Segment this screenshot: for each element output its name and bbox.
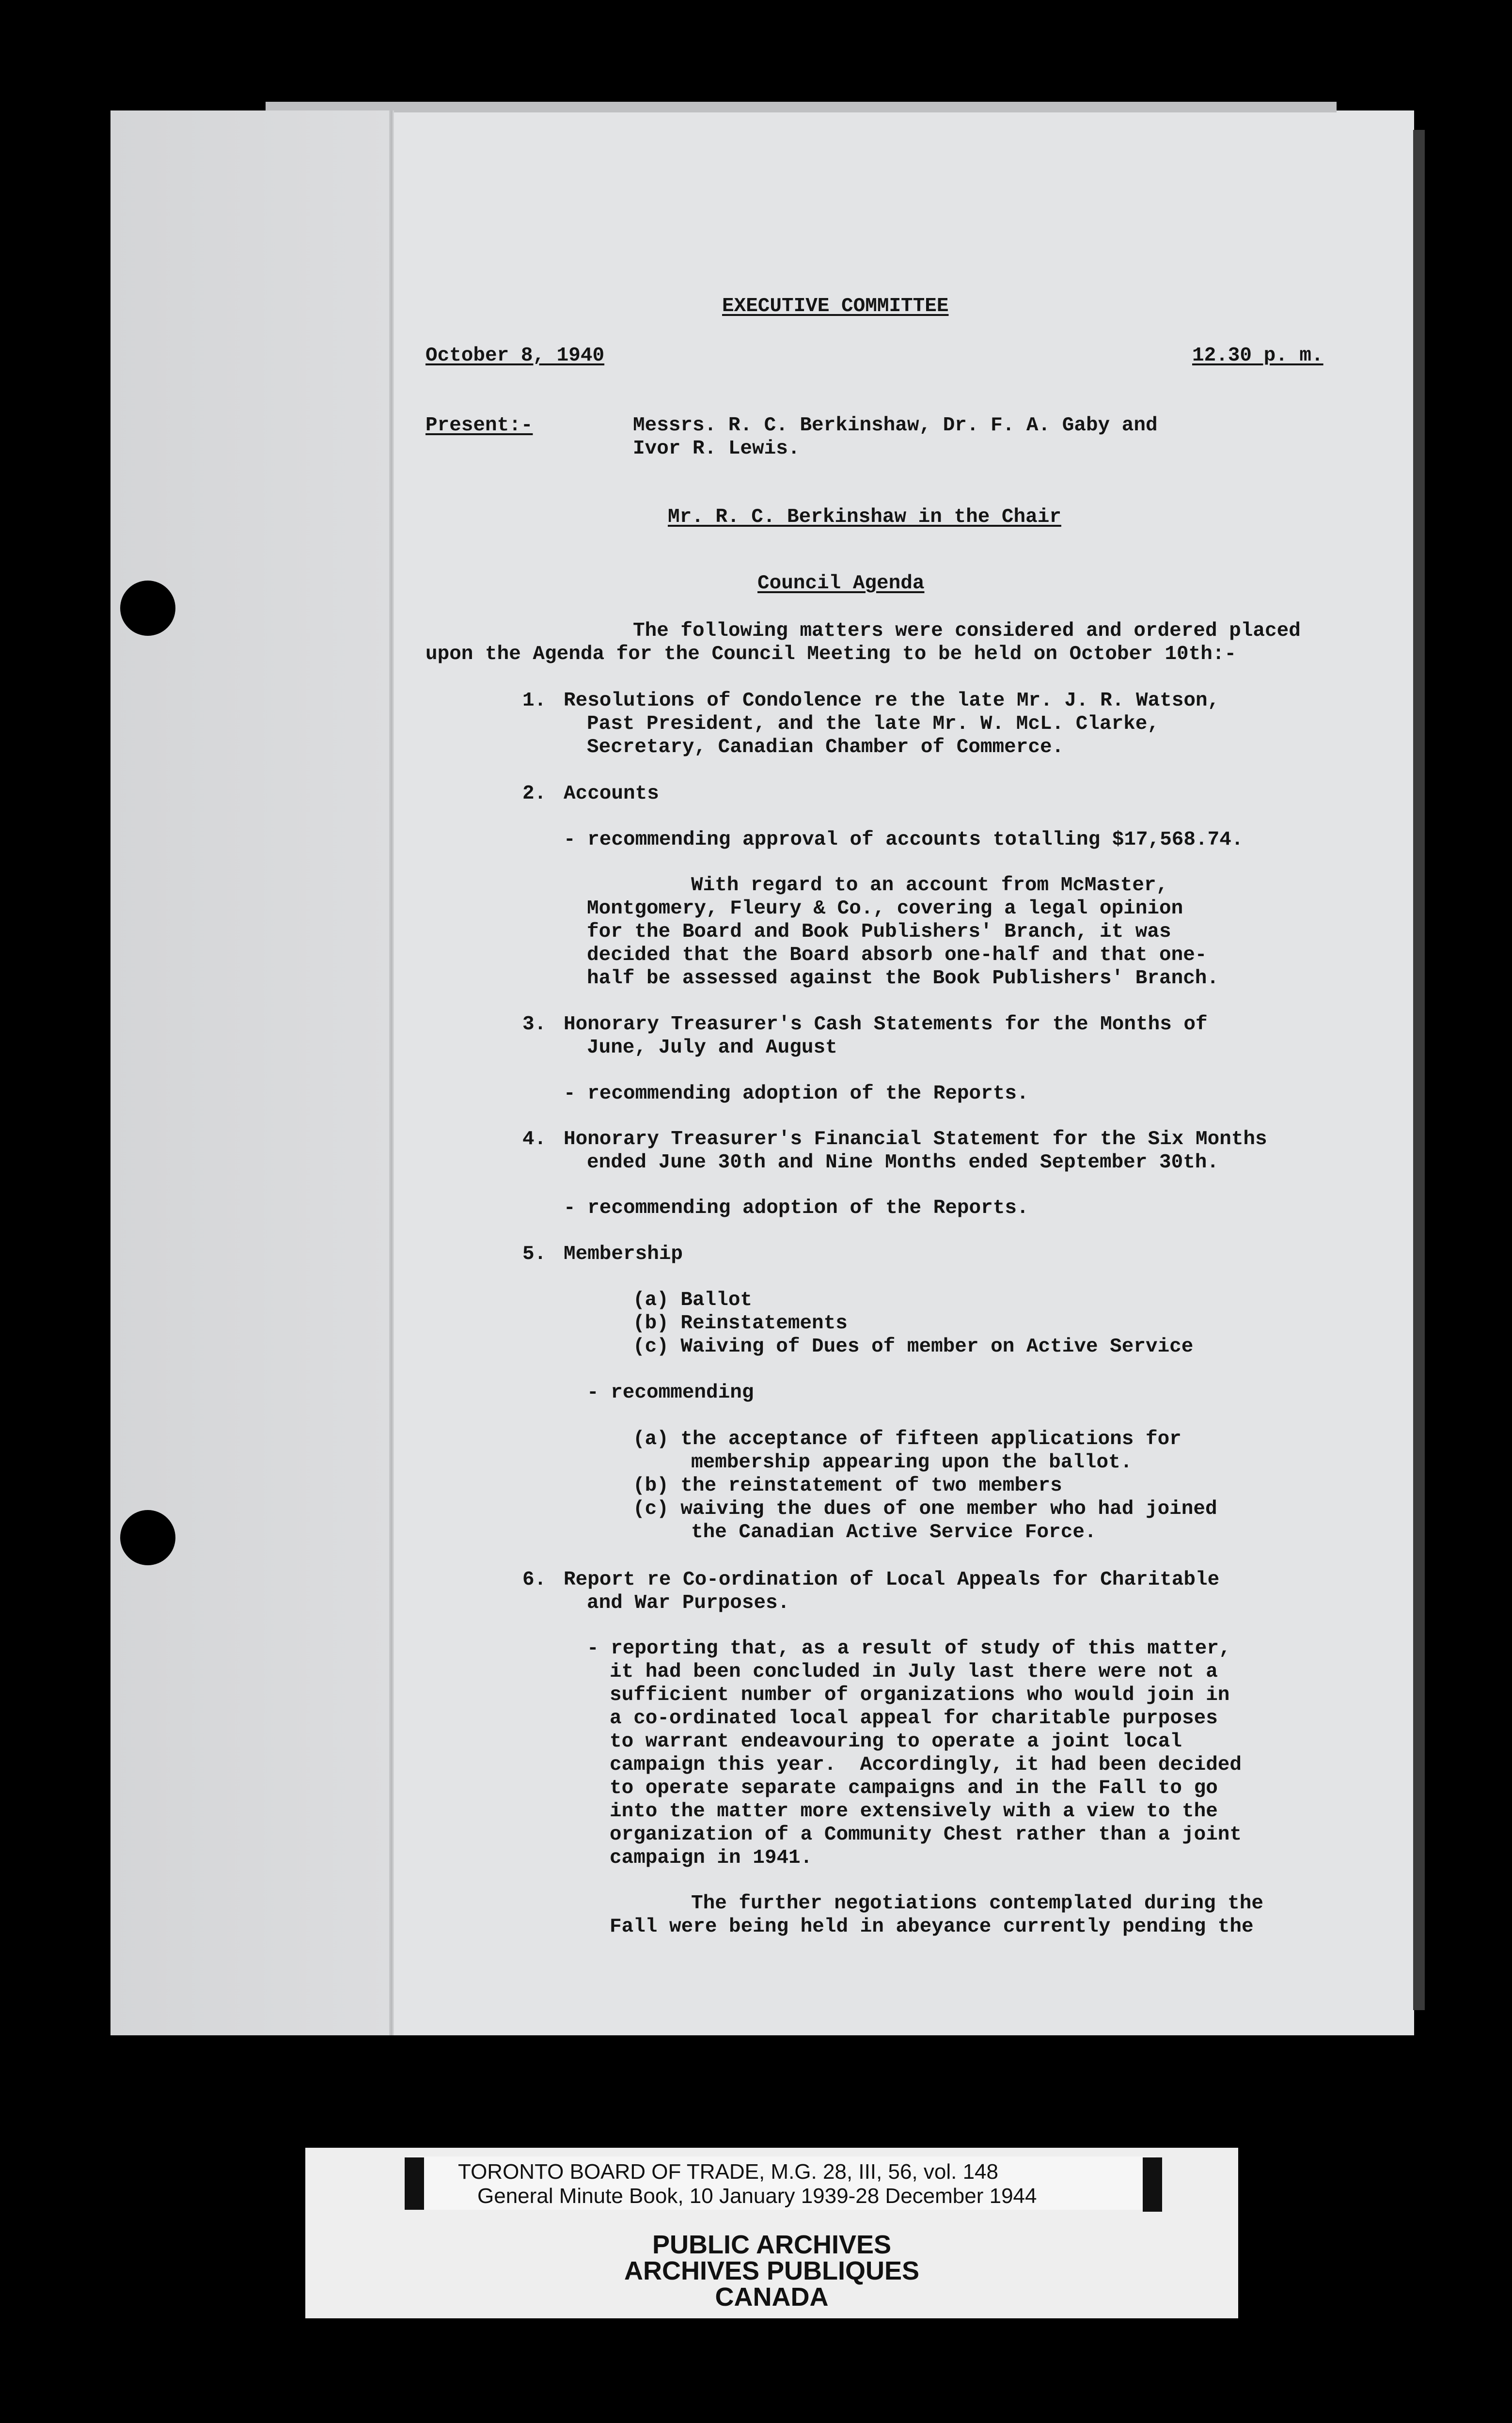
sub-item: the Canadian Active Service Force. (691, 1521, 1097, 1543)
item-paragraph: for the Board and Book Publishers' Branch, it was (587, 921, 1171, 943)
meeting-date: October 8, 1940 (425, 345, 605, 367)
archive-label (305, 2148, 1238, 2318)
sub-item: (c) waiving the dues of one member who had joined (633, 1498, 1217, 1520)
sub-item: (c) Waiving of Dues of member on Active Service (633, 1336, 1194, 1358)
present-label: Present:- (425, 414, 533, 437)
page-fold-line (389, 110, 394, 2035)
item-number: 3. (522, 1013, 547, 1036)
archive-reference: TORONTO BOARD OF TRADE, M.G. 28, III, 56, vol. 148 (458, 2160, 998, 2184)
report-paragraph: The further negotiations contemplated during the (691, 1892, 1263, 1915)
page-right-edge (1413, 130, 1425, 2010)
intro-paragraph: The following matters were considered and ordered placed (633, 620, 1301, 642)
item-text: Secretary, Canadian Chamber of Commerce. (587, 736, 1064, 758)
recommendation: - recommending (587, 1382, 754, 1404)
item-paragraph: With regard to an account from McMaster, (691, 874, 1168, 897)
recommendation: - recommending approval of accounts totalling $17,568.74. (564, 829, 1244, 851)
document-heading: EXECUTIVE COMMITTEE (722, 295, 949, 317)
item-paragraph: half be assessed against the Book Publishers' Branch. (587, 967, 1219, 990)
item-text: Honorary Treasurer's Cash Statements for the Months of (564, 1013, 1208, 1036)
report-paragraph: organization of a Community Chest rather than a joint (610, 1824, 1242, 1846)
item-text: Past President, and the late Mr. W. McL. Clarke, (587, 713, 1159, 735)
sub-item: membership appearing upon the ballot. (691, 1451, 1133, 1474)
archive-name: PUBLIC ARCHIVES (652, 2230, 892, 2259)
report-paragraph: - reporting that, as a result of study of this matter, (587, 1637, 1231, 1660)
item-text: June, July and August (587, 1037, 837, 1059)
archive-reference: General Minute Book, 10 January 1939-28 December 1944 (477, 2184, 1037, 2208)
item-number: 2. (522, 783, 547, 805)
label-tab (1143, 2157, 1162, 2212)
sub-item: (a) the acceptance of fifteen applications for (633, 1428, 1181, 1450)
item-paragraph: decided that the Board absorb one-half and that one- (587, 944, 1207, 966)
report-paragraph: to warrant endeavouring to operate a joint local (610, 1731, 1182, 1753)
archive-name: ARCHIVES PUBLIQUES (624, 2256, 920, 2285)
report-paragraph: to operate separate campaigns and in the Fall to go (610, 1777, 1218, 1799)
report-paragraph: campaign this year. Accordingly, it had been decided (610, 1754, 1242, 1776)
chair-line: Mr. R. C. Berkinshaw in the Chair (668, 506, 1061, 528)
item-title: Accounts (564, 783, 659, 805)
sub-item: (b) the reinstatement of two members (633, 1475, 1062, 1497)
report-paragraph: Fall were being held in abeyance currently pending the (610, 1916, 1254, 1938)
item-paragraph: Montgomery, Fleury & Co., covering a legal opinion (587, 897, 1183, 920)
page-top-edge (266, 102, 1337, 112)
present-names: Ivor R. Lewis. (633, 438, 800, 460)
sub-item: (b) Reinstatements (633, 1312, 848, 1335)
item-text: ended June 30th and Nine Months ended September 30th. (587, 1151, 1219, 1174)
report-paragraph: a co-ordinated local appeal for charitable purposes (610, 1707, 1218, 1730)
report-paragraph: it had been concluded in July last there were not a (610, 1661, 1218, 1683)
punch-hole-top (120, 581, 175, 636)
intro-paragraph: upon the Agenda for the Council Meeting to be held on October 10th:- (425, 643, 1237, 665)
present-names: Messrs. R. C. Berkinshaw, Dr. F. A. Gaby and (633, 414, 1158, 437)
item-number: 5. (522, 1243, 547, 1265)
scanned-page (110, 110, 1414, 2035)
item-number: 6. (522, 1569, 547, 1591)
report-paragraph: sufficient number of organizations who would join in (610, 1684, 1230, 1706)
recommendation: - recommending adoption of the Reports. (564, 1083, 1029, 1105)
report-paragraph: campaign in 1941. (610, 1847, 813, 1869)
item-text: and War Purposes. (587, 1592, 790, 1614)
item-title: Membership (564, 1243, 683, 1265)
report-paragraph: into the matter more extensively with a view to the (610, 1800, 1218, 1823)
page-margin-strip (110, 110, 392, 2035)
label-tab (405, 2157, 424, 2210)
item-text: Resolutions of Condolence re the late Mr. J. R. Watson, (564, 690, 1220, 712)
item-text: Honorary Treasurer's Financial Statement for the Six Months (564, 1128, 1267, 1150)
item-text: Report re Co-ordination of Local Appeals for Charitable (564, 1569, 1220, 1591)
section-title: Council Agenda (757, 572, 925, 595)
recommendation: - recommending adoption of the Reports. (564, 1197, 1029, 1219)
item-number: 4. (522, 1128, 547, 1150)
sub-item: (a) Ballot (633, 1289, 753, 1311)
meeting-time: 12.30 p. m. (1192, 345, 1323, 367)
archive-name: CANADA (715, 2282, 829, 2312)
item-number: 1. (522, 690, 547, 712)
punch-hole-bottom (120, 1510, 175, 1565)
